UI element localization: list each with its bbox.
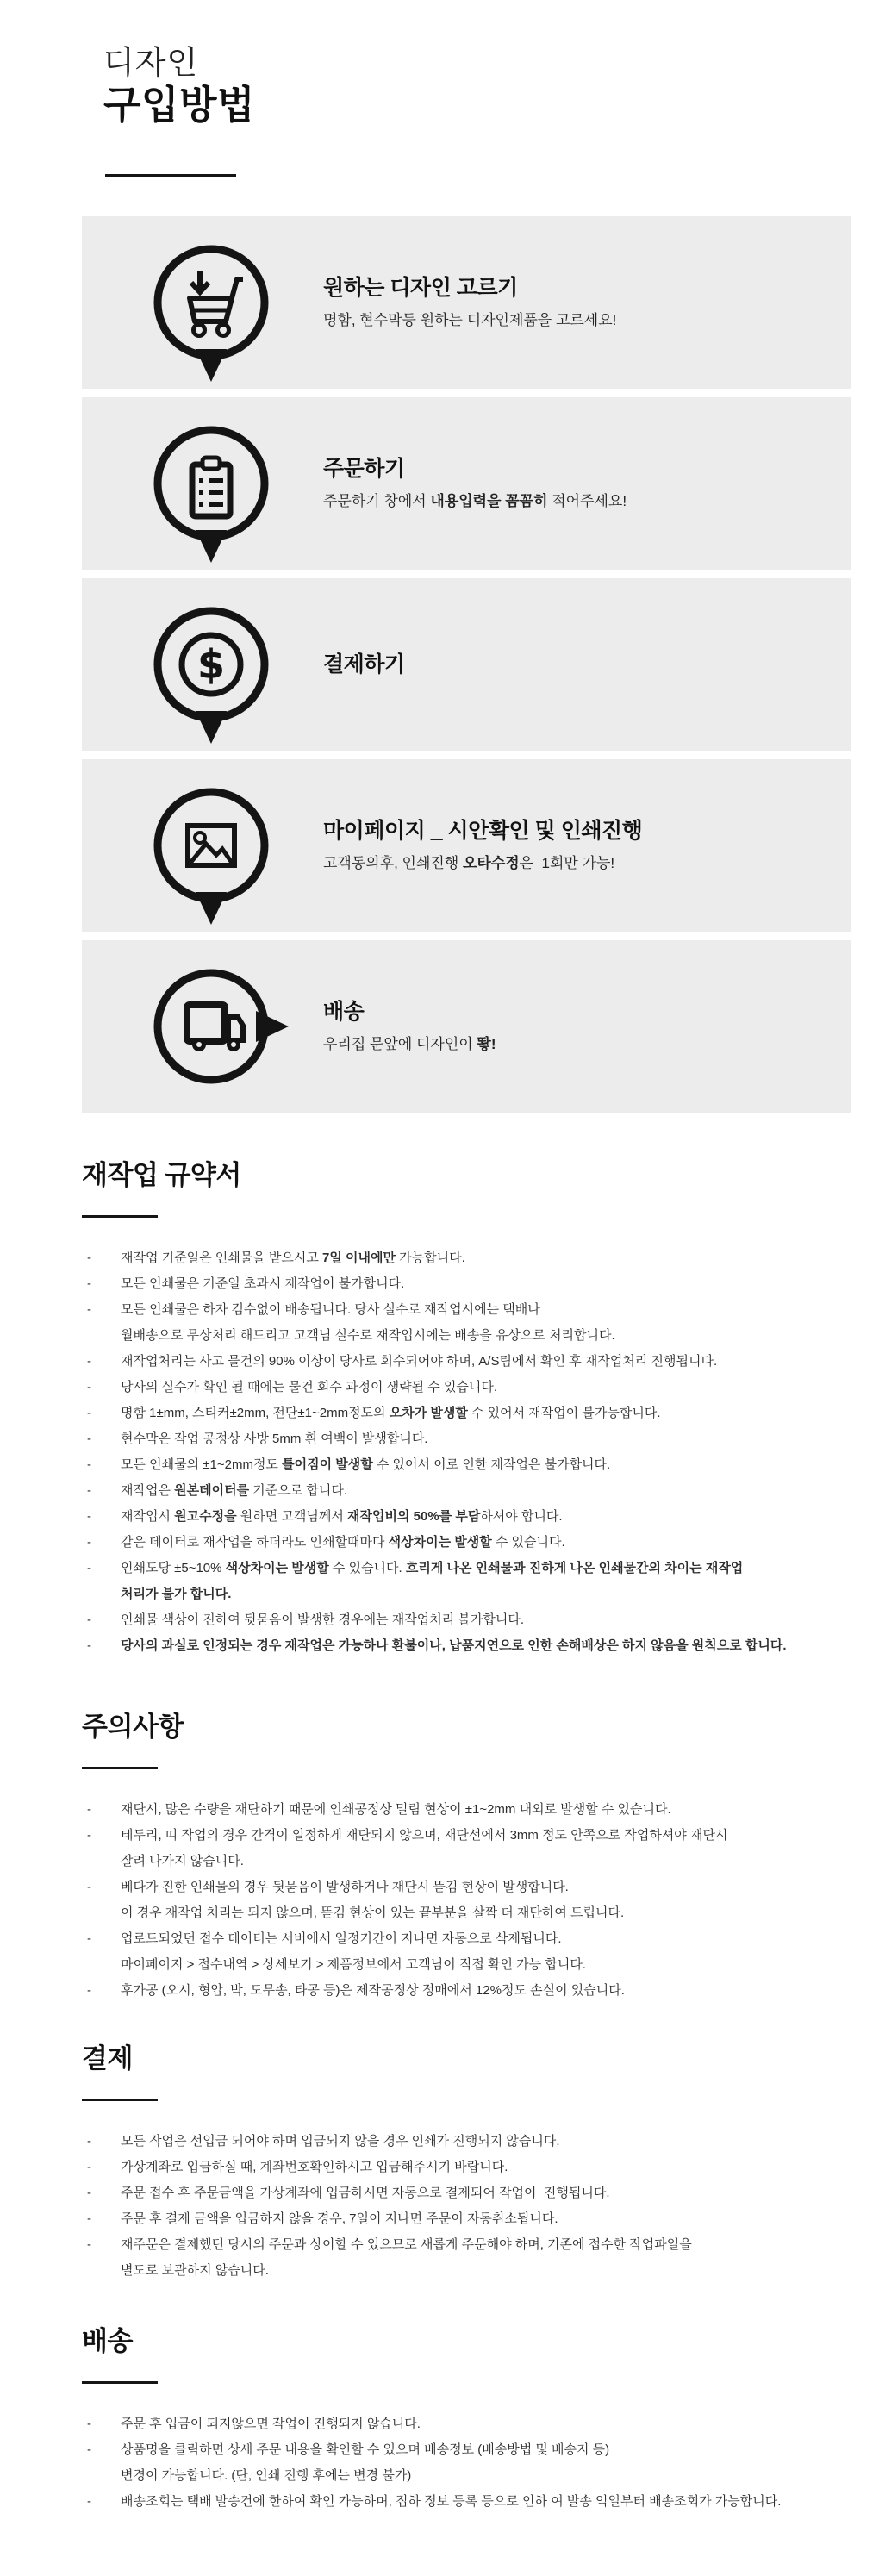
bullet-line: [121, 2155, 857, 2180]
step-text: [323, 818, 642, 873]
section-underline: [82, 2381, 158, 2384]
dollar-icon: [149, 602, 296, 766]
list-item: [82, 2206, 857, 2232]
list-item: [82, 1245, 857, 1271]
text-segment: 배송조회는 택배 발송건에 한하여 확인 가능하며, 집하 정보 등록 등으로 인하 여 발송 익일부터 배송조회가 가능합니다.: [121, 2494, 782, 2509]
text-segment: 주문 후 입금이 되지않으면 작업이 진행되지 않습니다.: [121, 2417, 421, 2431]
text-segment: 모든 작업은 선입금 되어야 하며 입금되지 않을 경우 인쇄가 진행되지 않습니다.: [121, 2134, 560, 2149]
bullet-dash: -: [87, 1431, 91, 1446]
bullet-line: [121, 1797, 857, 1823]
list-item: [82, 1271, 857, 1297]
bullet-line: [121, 1607, 857, 1633]
bullet-dash: -: [87, 1457, 91, 1472]
purchase-steps: [82, 216, 857, 1113]
text-segment: 모든 인쇄물은 하자 검수없이 배송됩니다. 당사 실수로 재작업시에는 택배나: [121, 1302, 540, 1317]
bullet-line: [121, 1633, 857, 1659]
step-subtitle: [323, 492, 627, 511]
text-segment: 재작업비의 50%를 부담: [347, 1509, 481, 1524]
list-item: [82, 1874, 857, 1926]
bullet-dash: -: [87, 2186, 91, 2200]
bullet-dash: -: [87, 1983, 91, 1998]
text-segment: 재작업시: [121, 1509, 175, 1524]
text-segment: 별도로 보관하지 않습니다.: [121, 2263, 269, 2278]
text-segment: 원본데이터를: [174, 1483, 250, 1498]
bullet-line: [121, 1349, 857, 1375]
section-delivery: [82, 2325, 857, 2515]
text-segment: 당사의 실수가 확인 될 때에는 물건 회수 과정이 생략될 수 있습니다.: [121, 1380, 498, 1394]
bullet-line: [121, 1297, 857, 1323]
text-segment: 명함, 현수막등 원하는 디자인제품을 고르세요!: [323, 312, 617, 328]
bullet-dash: -: [87, 1931, 91, 1946]
text-segment: 하셔야 합니다.: [480, 1509, 563, 1524]
bullet-line: [121, 2258, 857, 2284]
bullet-dash: -: [87, 1380, 91, 1394]
step-title: 결제하기: [323, 652, 405, 677]
list-item: [82, 1478, 857, 1504]
step-subtitle: [323, 311, 616, 330]
text-segment: 변경이 가능합니다. (단, 인쇄 진행 후에는 변경 불가): [121, 2468, 412, 2483]
bullet-dash: -: [87, 1509, 91, 1524]
bullet-line: [121, 1952, 857, 1978]
bullet-line: [121, 1900, 857, 1926]
text-segment: 우리집 문앞에 디자인이: [323, 1036, 477, 1052]
list-item: [82, 1823, 857, 1874]
section-underline: [82, 1215, 158, 1218]
section-underline: [82, 1767, 158, 1769]
bullet-dash: -: [87, 1828, 91, 1843]
bullet-line: [121, 1323, 857, 1349]
bullet-line: [121, 1823, 857, 1849]
svg-text:$: $: [196, 641, 226, 688]
step-title: 주문하기: [323, 457, 405, 481]
list-item: [82, 1349, 857, 1375]
text-segment: 가능합니다.: [396, 1251, 465, 1265]
text-segment: 원하면 고객님께서: [236, 1509, 348, 1524]
bullet-dash: -: [87, 1406, 91, 1420]
bullet-list: [82, 1245, 857, 1659]
text-segment: 모든 인쇄물은 기준일 초과시 재작업이 불가합니다.: [121, 1276, 405, 1291]
step-card-order: [82, 397, 851, 570]
text-segment: 이 경우 재작업 처리는 되지 않으며, 뜯김 현상이 있는 끝부분을 살짝 더 재단하여 드립니다.: [121, 1905, 625, 1920]
text-segment: 틀어짐이 발생할: [282, 1457, 373, 1472]
text-segment: 수 있어서 재작업이 불가능합니다.: [467, 1406, 661, 1420]
bullet-dash: -: [87, 2134, 91, 2149]
bullet-dash: -: [87, 1276, 91, 1291]
bullet-line: [121, 2232, 857, 2258]
list-item: [82, 2437, 857, 2489]
step-card-choose-design: [82, 216, 851, 389]
section-underline: [82, 2099, 158, 2101]
bullet-dash: -: [87, 1880, 91, 1894]
bullet-dash: -: [87, 1251, 91, 1265]
section-rework-terms: [82, 1159, 857, 1659]
bullet-line: [121, 1478, 857, 1504]
bullet-line: [121, 1271, 857, 1297]
bullet-dash: -: [87, 2417, 91, 2431]
list-item: [82, 2180, 857, 2206]
step-card-mypage-proof: [82, 759, 851, 932]
bullet-line: [121, 1504, 857, 1530]
bullet-line: [121, 2489, 857, 2515]
bullet-dash: -: [87, 2494, 91, 2509]
bullet-line: [121, 1245, 857, 1271]
list-item: [82, 1978, 857, 2004]
bullet-dash: -: [87, 2442, 91, 2457]
text-segment: 오타수정: [462, 855, 520, 871]
text-segment: 베다가 진한 인쇄물의 경우 뒷묻음이 발생하거나 재단시 뜯김 현상이 발생합니다.: [121, 1880, 569, 1894]
bullet-dash: -: [87, 1483, 91, 1498]
text-segment: 같은 데이터로 재작업을 하더라도 인쇄할때마다: [121, 1535, 389, 1550]
clipboard-icon: [149, 421, 296, 585]
bullet-dash: -: [87, 2237, 91, 2252]
text-segment: 인쇄물 색상이 진하여 뒷묻음이 발생한 경우에는 재작업처리 불가합니다.: [121, 1612, 525, 1627]
text-segment: 재단시, 많은 수량을 재단하기 때문에 인쇄공정상 밀림 현상이 ±1~2mm 내외로 발생할 수 있습니다.: [121, 1802, 671, 1817]
bullet-dash: -: [87, 1638, 91, 1653]
list-item: [82, 1556, 857, 1607]
step-text: [323, 275, 616, 330]
section-title: 재작업 규약서: [82, 1160, 241, 1190]
text-segment: 원고수정을: [174, 1509, 237, 1524]
text-segment: 재작업은: [121, 1483, 175, 1498]
text-segment: 색상차이는 발생할: [225, 1561, 329, 1575]
text-segment: 테두리, 띠 작업의 경우 간격이 일정하게 재단되지 않으며, 재단선에서 3mm 정도 안쪽으로 작업하셔야 재단시: [121, 1828, 728, 1843]
bullet-line: [121, 2437, 857, 2463]
section-title: 배송: [82, 2326, 133, 2356]
page-title: 구입방법: [103, 83, 255, 127]
step-card-payment: [82, 578, 851, 751]
bullet-dash: -: [87, 1561, 91, 1575]
text-segment: 가상계좌로 입금하실 때, 계좌번호확인하시고 입금해주시기 바랍니다.: [121, 2160, 508, 2174]
text-segment: 7일 이내에만: [322, 1251, 396, 1265]
bullet-line: [121, 1400, 857, 1426]
bullet-line: [121, 1978, 857, 2004]
bullet-line: [121, 2180, 857, 2206]
step-subtitle: [323, 1035, 496, 1054]
step-subtitle: [323, 854, 642, 873]
section-cautions: [82, 1711, 857, 2004]
bullet-list: [82, 2129, 857, 2284]
list-item: [82, 2411, 857, 2437]
bullet-dash: -: [87, 2211, 91, 2226]
text-segment: 명함 1±mm, 스티커±2mm, 전단±1~2mm정도의: [121, 1406, 390, 1420]
text-segment: 재주문은 결제했던 당시의 주문과 상이할 수 있으므로 새롭게 주문해야 하며, 기존에 접수한 작업파일을: [121, 2237, 692, 2252]
cart-icon: [149, 240, 296, 404]
text-segment: 재작업 기준일은 인쇄물을 받으시고: [121, 1251, 323, 1265]
text-segment: 당사의 과실로 인정되는 경우 재작업은 가능하나 환불이나, 납품지연으로 인한 손해배상은 하지 않음을 원칙으로 합니다.: [121, 1638, 787, 1653]
bullet-line: [121, 1849, 857, 1874]
title-underline: [105, 174, 236, 177]
step-card-delivery: [82, 940, 851, 1113]
step-text: [323, 652, 405, 677]
bullet-dash: -: [87, 1802, 91, 1817]
bullet-list: [82, 1797, 857, 2004]
text-segment: 월배송으로 무상처리 해드리고 고객님 실수로 재작업시에는 배송을 유상으로 처리합니다.: [121, 1328, 615, 1343]
list-item: [82, 1426, 857, 1452]
list-item: [82, 1926, 857, 1978]
section-payment: [82, 2043, 857, 2284]
text-segment: 주문 후 결제 금액을 입금하지 않을 경우, 7일이 지나면 주문이 자동취소됩니다.: [121, 2211, 558, 2226]
bullet-list: [82, 2411, 857, 2515]
bullet-line: [121, 1926, 857, 1952]
bullet-dash: -: [87, 1354, 91, 1369]
truck-icon: [149, 964, 296, 1128]
text-segment: 기준으로 합니다.: [249, 1483, 348, 1498]
text-segment: 현수막은 작업 공정상 사방 5mm 흰 여백이 발생합니다.: [121, 1431, 428, 1446]
bullet-line: [121, 2129, 857, 2155]
text-segment: 고객동의후, 인쇄진행: [323, 855, 463, 871]
text-segment: 업로드되었던 접수 데이터는 서버에서 일정기간이 지나면 자동으로 삭제됩니다.: [121, 1931, 562, 1946]
text-segment: 수 있어서 이로 인한 재작업은 불가합니다.: [372, 1457, 611, 1472]
bullet-dash: -: [87, 1535, 91, 1550]
text-segment: 오차가 발생할: [389, 1406, 468, 1420]
list-item: [82, 2155, 857, 2180]
step-text: [323, 999, 496, 1054]
bullet-line: [121, 1426, 857, 1452]
list-item: [82, 1504, 857, 1530]
text-segment: 수 있습니다.: [491, 1535, 565, 1550]
bullet-dash: -: [87, 1302, 91, 1317]
bullet-line: [121, 1874, 857, 1900]
bullet-line: [121, 1452, 857, 1478]
list-item: [82, 1375, 857, 1400]
bullet-line: [121, 1530, 857, 1556]
step-text: [323, 456, 627, 511]
list-item: [82, 1297, 857, 1349]
bullet-line: [121, 2206, 857, 2232]
text-segment: 처리가 불가 합니다.: [121, 1587, 232, 1601]
text-segment: 적어주세요!: [547, 493, 627, 509]
text-segment: 잘려 나가지 않습니다.: [121, 1854, 244, 1868]
image-icon: [149, 783, 296, 947]
step-title: 배송: [323, 1000, 365, 1024]
list-item: [82, 1530, 857, 1556]
list-item: [82, 2129, 857, 2155]
text-segment: 주문하기 창에서: [323, 493, 431, 509]
text-segment: 모든 인쇄물의 ±1~2mm정도: [121, 1457, 283, 1472]
step-title: 마이페이지 _ 시안확인 및 인쇄진행: [323, 819, 643, 843]
list-item: [82, 2489, 857, 2515]
section-title: 결제: [82, 2043, 133, 2074]
list-item: [82, 1452, 857, 1478]
bullet-line: [121, 1375, 857, 1400]
text-segment: 마이페이지 > 접수내역 > 상세보기 > 제품정보에서 고객님이 직접 확인 가능 합니다.: [121, 1957, 586, 1972]
text-segment: 은 1회만 가능!: [519, 855, 615, 871]
bullet-line: [121, 2411, 857, 2437]
bullet-dash: -: [87, 2160, 91, 2174]
text-segment: 색상차이는 발생할: [388, 1535, 492, 1550]
bullet-dash: -: [87, 1612, 91, 1627]
page-kicker: 디자인: [103, 45, 199, 80]
list-item: [82, 1400, 857, 1426]
text-segment: 인쇄도당 ±5~10%: [121, 1561, 226, 1575]
bullet-line: [121, 1581, 857, 1607]
step-title: 원하는 디자인 고르기: [323, 276, 518, 300]
text-segment: 내용입력을 꼼꼼히: [430, 493, 548, 509]
text-segment: 재작업처리는 사고 물건의 90% 이상이 당사로 회수되어야 하며, A/S팀에서 확인 후 재작업처리 진행됩니다.: [121, 1354, 718, 1369]
text-segment: 수 있습니다.: [328, 1561, 406, 1575]
section-title: 주의사항: [82, 1712, 184, 1742]
bullet-line: [121, 1556, 857, 1581]
text-segment: 후가공 (오시, 형압, 박, 도무송, 타공 등)은 제작공정상 정매에서 12%정도 손실이 있습니다.: [121, 1983, 625, 1998]
text-segment: 흐리게 나온 인쇄물과 진하게 나온 인쇄물간의 차이는 재작업: [405, 1561, 744, 1575]
page-header: [82, 43, 857, 177]
list-item: [82, 1797, 857, 1823]
text-segment: 주문 접수 후 주문금액을 가상계좌에 입금하시면 자동으로 결제되어 작업이 진행됩니다.: [121, 2186, 610, 2200]
bullet-line: [121, 2463, 857, 2489]
text-segment: 상품명을 클릭하면 상세 주문 내용을 확인할 수 있으며 배송정보 (배송방법 및 배송지 등): [121, 2442, 610, 2457]
list-item: [82, 1607, 857, 1633]
list-item: [82, 1633, 857, 1659]
list-item: [82, 2232, 857, 2284]
text-segment: 뙇!: [477, 1036, 496, 1052]
